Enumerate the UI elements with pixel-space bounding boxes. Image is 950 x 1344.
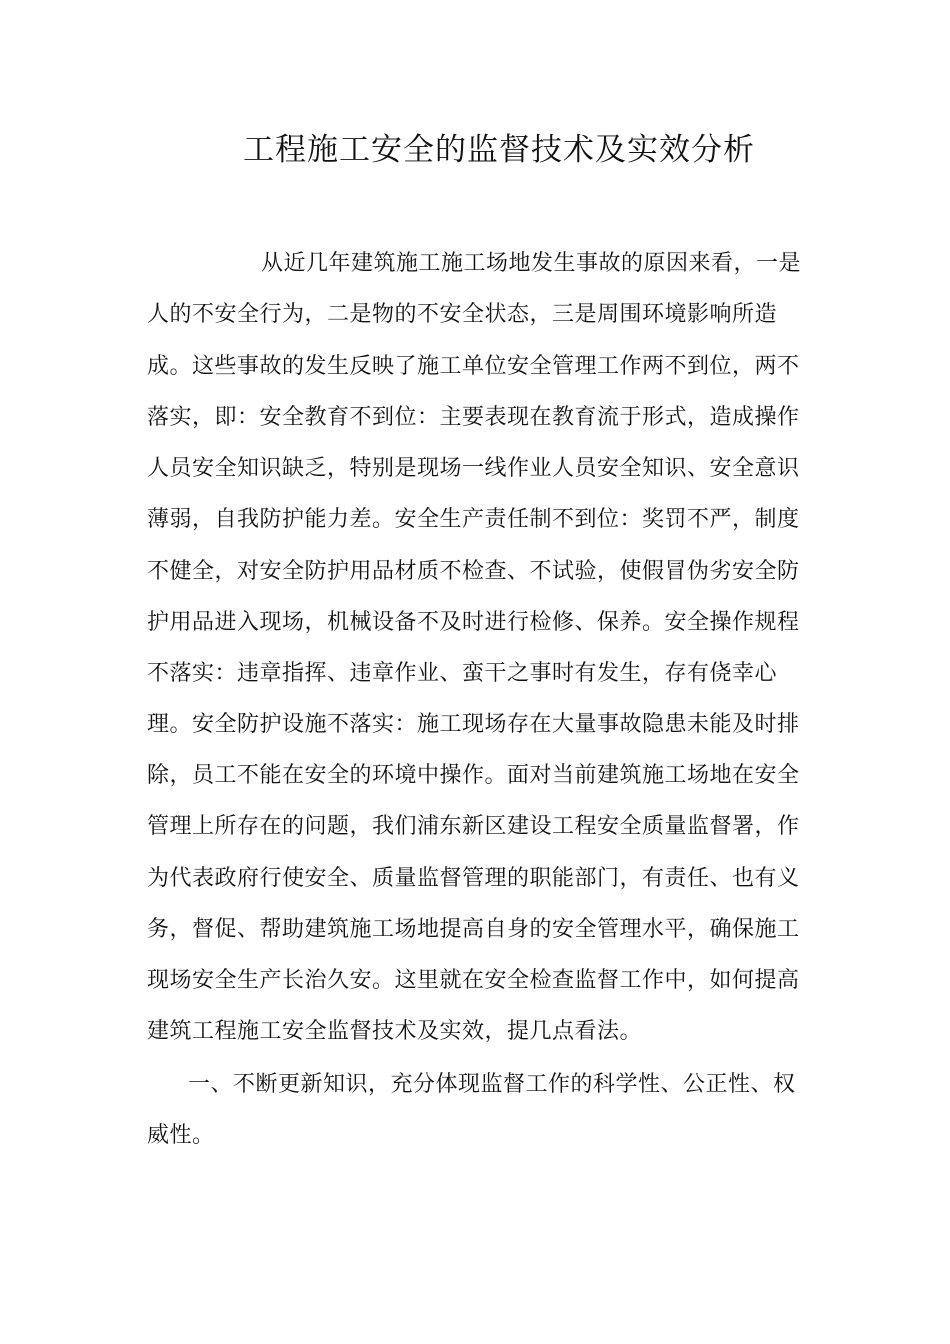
paragraph-line: 不落实：违章指挥、违章作业、蛮干之事时有发生，存有侥幸心 [147, 661, 778, 686]
paragraph-line: 不健全，对安全防护用品材质不检查、不试验，使假冒伪劣安全防 [147, 559, 800, 584]
paragraph-line: 人员安全知识缺乏，特别是现场一线作业人员安全知识、安全意识 [147, 456, 800, 481]
paragraph-line: 人的不安全行为，二是物的不安全状态，三是周围环境影响所造 [147, 302, 778, 327]
paragraph-line: 薄弱，自我防护能力差。安全生产责任制不到位：奖罚不严，制度 [147, 507, 800, 532]
paragraph-line: 护用品进入现场，机械设备不及时进行检修、保养。安全操作规程 [147, 610, 800, 635]
document-title: 工程施工安全的监督技术及实效分析 [243, 132, 755, 168]
paragraph-line: 从近几年建筑施工施工场地发生事故的原因来看，一是 [261, 251, 802, 276]
paragraph-line: 除，员工不能在安全的环境中操作。面对当前建筑施工场地在安全 [147, 763, 800, 788]
paragraph-line: 落实，即：安全教育不到位：主要表现在教育流于形式，造成操作 [147, 405, 800, 430]
paragraph-line: 成。这些事故的发生反映了施工单位安全管理工作两不到位，两不 [147, 354, 800, 379]
paragraph-line: 建筑工程施工安全监督技术及实效，提几点看法。 [147, 1019, 643, 1044]
paragraph-line: 为代表政府行使安全、质量监督管理的职能部门，有责任、也有义 [147, 866, 800, 891]
paragraph-line: 管理上所存在的问题，我们浦东新区建设工程安全质量监督署，作 [147, 814, 800, 839]
paragraph-line: 现场安全生产长治久安。这里就在安全检查监督工作中，如何提高 [147, 968, 800, 993]
paragraph-line: 理。安全防护设施不落实：施工现场存在大量事故隐患未能及时排 [147, 712, 800, 737]
paragraph-line: 一、不断更新知识，充分体现监督工作的科学性、公正性、权 [188, 1072, 796, 1097]
paragraph-line: 务，督促、帮助建筑施工场地提高自身的安全管理水平，确保施工 [147, 917, 800, 942]
paragraph-line: 威性。 [147, 1123, 215, 1148]
